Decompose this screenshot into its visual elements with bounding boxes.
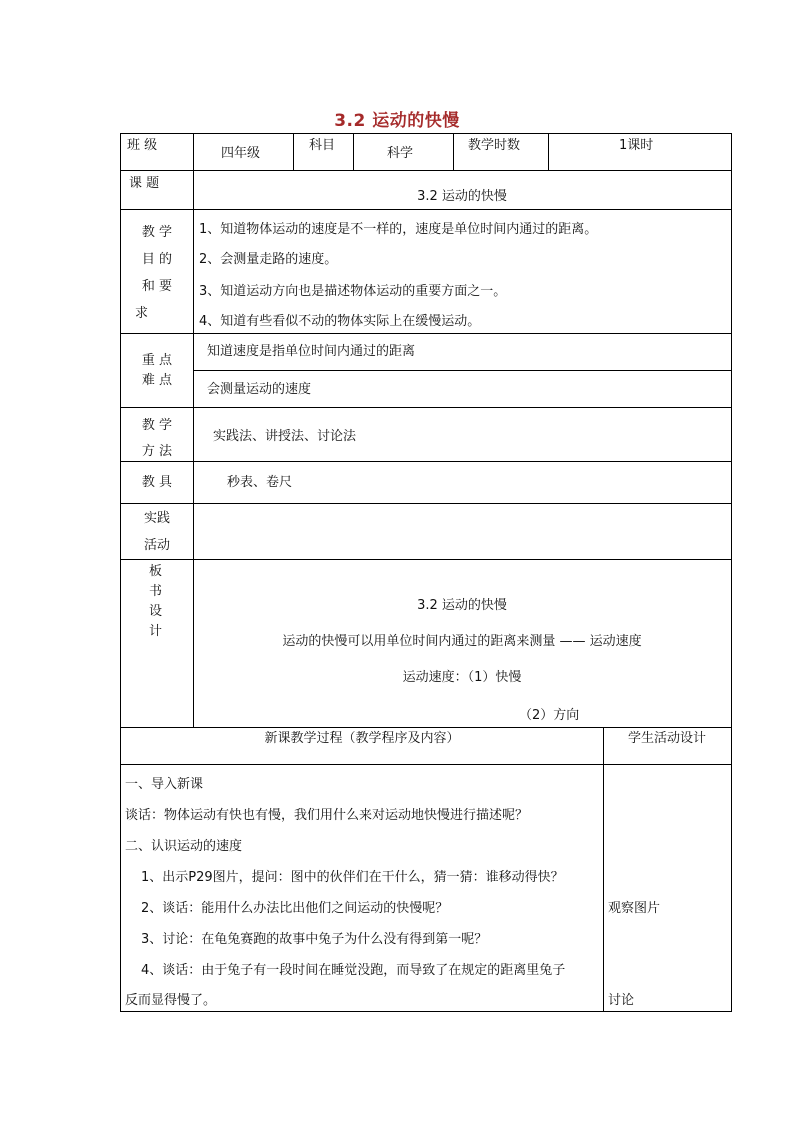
objectives-label-line: 和 要 — [141, 279, 173, 294]
tools-label: 教 具 — [141, 475, 173, 490]
objectives-label-line: 目 的 — [141, 252, 173, 267]
process-header: 新课教学过程（教学程序及内容） — [264, 731, 460, 746]
column-divider — [603, 727, 604, 1012]
tools-value: 秒表、卷尺 — [227, 475, 293, 490]
topic-label: 课 题 — [129, 176, 160, 191]
row-divider — [121, 170, 731, 171]
row-divider — [121, 461, 731, 462]
column-divider — [548, 134, 549, 170]
objective-item: 1、知道物体运动的速度是不一样的，速度是单位时间内通过的距离。 — [199, 222, 598, 237]
board-label-line: 板 — [149, 564, 163, 579]
process-line: 4、谈话：由于兔子有一段时间在睡觉没跑，而导致了在规定的距离里兔子 — [141, 963, 566, 978]
row-divider — [121, 503, 731, 504]
student-activity: 观察图片 — [608, 901, 661, 916]
objectives-label-line: 教 学 — [141, 225, 173, 240]
method-label-line: 方 法 — [141, 444, 173, 459]
hours-label: 教学时数 — [468, 138, 521, 153]
class-label: 班 级 — [127, 138, 158, 153]
key-points-label-line: 难 点 — [141, 373, 173, 388]
process-line: 2、谈话：能用什么办法比出他们之间运动的快慢呢？ — [141, 901, 449, 916]
method-label-line: 教 学 — [141, 418, 173, 433]
class-value: 四年级 — [221, 146, 261, 161]
board-label-line: 书 — [149, 584, 163, 599]
process-line: 1、出示P29图片，提问：图中的伙伴们在干什么，猜一猜：谁移动得快？ — [141, 870, 564, 885]
process-line: 3、讨论：在龟兔赛跑的故事中兔子为什么没有得到第一呢？ — [141, 932, 488, 947]
board-label-line: 计 — [149, 624, 163, 639]
method-value: 实践法、讲授法、讨论法 — [213, 429, 357, 444]
board-heading: 3.2 运动的快慢 — [417, 598, 507, 613]
objectives-label-line: 求 — [135, 306, 149, 321]
hours-value: 1课时 — [619, 138, 654, 153]
row-divider — [121, 407, 731, 408]
row-divider — [121, 333, 731, 334]
objective-item: 4、知道有些看似不动的物体实际上在缓慢运动。 — [199, 314, 481, 329]
column-divider — [353, 134, 354, 170]
practice-label-line: 实践 — [143, 511, 170, 526]
row-divider — [121, 764, 731, 765]
student-activity-header: 学生活动设计 — [627, 731, 706, 746]
board-line: 运动速度：（1）快慢 — [402, 670, 522, 685]
objective-item: 3、知道运动方向也是描述物体运动的重要方面之一。 — [199, 284, 507, 299]
column-divider — [293, 134, 294, 170]
topic-value: 3.2 运动的快慢 — [417, 189, 507, 204]
page-title: 3.2 运动的快慢 — [334, 111, 460, 131]
key-point-value: 知道速度是指单位时间内通过的距离 — [207, 344, 416, 359]
board-line: （2）方向 — [519, 708, 580, 723]
row-divider — [121, 559, 731, 560]
process-line: 二、认识运动的速度 — [125, 839, 243, 854]
objective-item: 2、会测量走路的速度。 — [199, 252, 338, 267]
row-divider — [121, 209, 731, 210]
column-divider — [453, 134, 454, 170]
row-divider — [193, 370, 731, 371]
process-line: 反而显得慢了。 — [125, 993, 217, 1008]
subject-label: 科目 — [309, 138, 336, 153]
key-points-label-line: 重 点 — [141, 353, 173, 368]
board-label-line: 设 — [149, 604, 163, 619]
board-line: 运动的快慢可以用单位时间内通过的距离来测量 —— 运动速度 — [282, 634, 642, 649]
subject-value: 科学 — [387, 146, 414, 161]
student-activity: 讨论 — [608, 993, 635, 1008]
difficult-point-value: 会测量运动的速度 — [207, 382, 312, 397]
lesson-plan-table — [120, 133, 732, 1012]
process-line: 一、导入新课 — [125, 777, 204, 792]
practice-label-line: 活动 — [143, 538, 170, 553]
row-divider — [121, 727, 731, 728]
process-line: 谈话：物体运动有快也有慢，我们用什么来对运动地快慢进行描述呢？ — [125, 808, 529, 823]
